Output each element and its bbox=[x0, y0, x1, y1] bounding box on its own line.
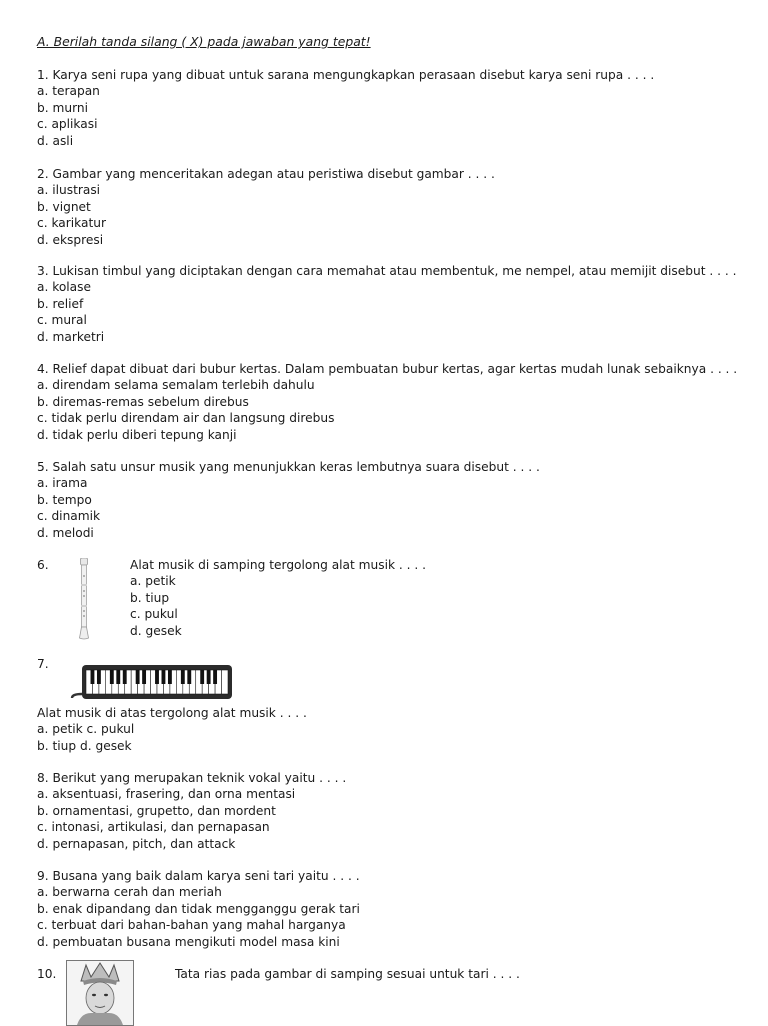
question-6-option-a: a. petik bbox=[130, 574, 176, 589]
melodica-black-key bbox=[187, 670, 191, 684]
question-3-option-c: c. mural bbox=[37, 313, 87, 328]
question-6-option-c: c. pukul bbox=[130, 607, 178, 622]
question-2-option-b: b. vignet bbox=[37, 199, 91, 214]
question-8-option-a: a. aksentuasi, frasering, dan orna mentasi bbox=[37, 787, 296, 802]
question-5-option-b: b. tempo bbox=[37, 492, 92, 507]
question-7-number: 7. bbox=[37, 657, 49, 671]
melodica-black-key bbox=[162, 670, 166, 684]
question-2 bbox=[37, 166, 495, 248]
melodica-black-key bbox=[181, 670, 185, 684]
question-1-text: 1. Karya seni rupa yang dibuat untuk sarana mengungkapkan perasaan disebut karya seni rupa . . . . bbox=[37, 68, 655, 82]
melodica-black-key bbox=[91, 670, 95, 684]
question-6 bbox=[130, 557, 426, 639]
melodica-black-key bbox=[110, 670, 114, 684]
question-3-text: 3. Lukisan timbul yang diciptakan dengan cara memahat atau membentuk, me nempel, atau memijit disebut . . . . bbox=[37, 264, 737, 278]
melodica-black-key bbox=[207, 670, 211, 684]
question-4-option-a: a. direndam selama semalam terlebih dahulu bbox=[37, 378, 315, 393]
dancer-photo-icon bbox=[66, 960, 134, 1026]
question-3-option-b: b. relief bbox=[37, 296, 84, 311]
question-4 bbox=[37, 361, 737, 443]
question-1-option-d: d. asli bbox=[37, 133, 74, 148]
question-6-number: 6. bbox=[37, 558, 49, 572]
melodica-black-key bbox=[97, 670, 101, 684]
melodica-black-key bbox=[168, 670, 172, 684]
question-9-option-c: c. terbuat dari bahan-bahan yang mahal harganya bbox=[37, 918, 346, 933]
question-3-option-a: a. kolase bbox=[37, 280, 91, 295]
question-2-text: 2. Gambar yang menceritakan adegan atau peristiwa disebut gambar . . . . bbox=[37, 167, 495, 181]
question-4-option-c: c. tidak perlu direndam air dan langsung direbus bbox=[37, 411, 335, 426]
question-9-option-a: a. berwarna cerah dan meriah bbox=[37, 885, 222, 900]
question-5 bbox=[37, 459, 540, 541]
question-7 bbox=[37, 705, 307, 754]
question-1-option-c: c. aplikasi bbox=[37, 117, 98, 132]
question-5-text: 5. Salah satu unsur musik yang menunjukkan keras lembutnya suara disebut . . . . bbox=[37, 460, 540, 474]
question-4-option-b: b. diremas-remas sebelum direbus bbox=[37, 394, 249, 409]
question-5-option-d: d. melodi bbox=[37, 525, 94, 540]
question-3 bbox=[37, 263, 736, 345]
question-9 bbox=[37, 868, 360, 950]
question-3-option-d: d. marketri bbox=[37, 329, 105, 344]
question-2-option-d: d. ekspresi bbox=[37, 232, 104, 247]
question-8-text: 8. Berikut yang merupakan teknik vokal yaitu . . . . bbox=[37, 771, 347, 785]
question-8-option-c: c. intonasi, artikulasi, dan pernapasan bbox=[37, 820, 270, 835]
recorder-flute-icon bbox=[77, 558, 91, 640]
question-1-option-a: a. terapan bbox=[37, 84, 100, 99]
question-9-option-d: d. pembuatan busana mengikuti model masa kini bbox=[37, 934, 340, 949]
question-8 bbox=[37, 770, 346, 852]
question-6-option-d: d. gesek bbox=[130, 623, 182, 638]
question-7-text: Alat musik di atas tergolong alat musik . . . . bbox=[37, 706, 307, 720]
question-1-option-b: b. murni bbox=[37, 100, 88, 115]
melodica-black-key bbox=[155, 670, 159, 684]
question-8-option-b: b. ornamentasi, grupetto, dan mordent bbox=[37, 803, 276, 818]
melodica-white-key bbox=[222, 670, 228, 694]
question-6-text: Alat musik di samping tergolong alat musik . . . . bbox=[130, 558, 427, 572]
melodica-black-key bbox=[136, 670, 140, 684]
question-4-text: 4. Relief dapat dibuat dari bubur kertas. Dalam pembuatan bubur kertas, agar kertas mudah lunak sebaiknya . . . . bbox=[37, 362, 738, 376]
question-2-option-c: c. karikatur bbox=[37, 216, 106, 231]
melodica-black-key bbox=[213, 670, 217, 684]
question-8-option-d: d. pernapasan, pitch, dan attack bbox=[37, 836, 236, 851]
melodica-icon bbox=[68, 664, 234, 702]
question-4-option-d: d. tidak perlu diberi tepung kanji bbox=[37, 427, 237, 442]
section-heading: A. Berilah tanda silang ( X) pada jawaban yang tepat! bbox=[37, 34, 371, 49]
question-6-option-b: b. tiup bbox=[130, 590, 170, 605]
melodica-black-key bbox=[200, 670, 204, 684]
question-10-text: Tata rias pada gambar di samping sesuai untuk tari . . . . bbox=[175, 967, 520, 981]
question-5-option-c: c. dinamik bbox=[37, 509, 101, 524]
melodica-black-key bbox=[123, 670, 127, 684]
question-7-options-row-1: a. petik c. pukul bbox=[37, 722, 135, 737]
question-10-number: 10. bbox=[37, 967, 57, 981]
question-9-option-b: b. enak dipandang dan tidak mengganggu gerak tari bbox=[37, 901, 360, 916]
question-7-options-row-2: b. tiup d. gesek bbox=[37, 738, 132, 753]
melodica-black-key bbox=[142, 670, 146, 684]
question-1 bbox=[37, 67, 654, 149]
melodica-black-key bbox=[116, 670, 120, 684]
question-2-option-a: a. ilustrasi bbox=[37, 183, 101, 198]
question-9-text: 9. Busana yang baik dalam karya seni tari yaitu . . . . bbox=[37, 869, 360, 883]
question-5-option-a: a. irama bbox=[37, 476, 88, 491]
